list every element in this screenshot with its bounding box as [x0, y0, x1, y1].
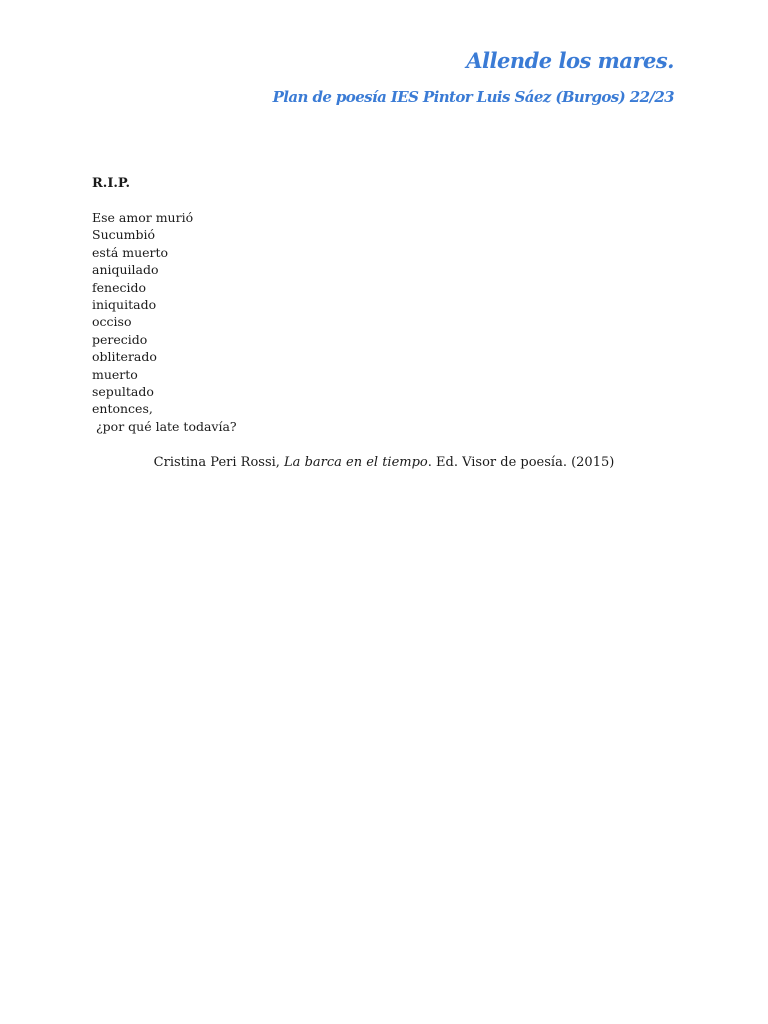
header-title: Allende los mares. [466, 48, 674, 73]
page-header [273, 44, 674, 108]
poem-line: Ese amor murió [92, 210, 194, 225]
citation-book-title: La barca en el tiempo [284, 455, 428, 470]
header-subtitle: Plan de poesía IES Pintor Luis Sáez (Burgos) 22/23 [272, 88, 674, 106]
poem-line: perecido [92, 331, 148, 347]
poem-line: occiso [92, 314, 132, 330]
poem-line: entonces, [92, 401, 153, 417]
poem-line: iniquitado [92, 297, 157, 313]
poem-line: ¿por qué late todavía? [92, 418, 237, 434]
poem-line: está muerto [92, 244, 169, 260]
poem-line: fenecido [92, 279, 146, 295]
poem-line: sepultado [92, 384, 154, 400]
citation [0, 453, 768, 473]
poem-line: muerto [92, 366, 138, 382]
poem-line: Sucumbió [92, 227, 156, 243]
citation-publisher: . Ed. Visor de poesía. (2015) [427, 455, 615, 470]
poem [92, 174, 692, 435]
poem-line: aniquilado [92, 262, 159, 278]
poem-title: R.I.P. [92, 176, 131, 191]
citation-author: Cristina Peri Rossi, [153, 455, 285, 470]
poem-line: obliterado [92, 349, 157, 365]
poem-lines [92, 209, 692, 435]
